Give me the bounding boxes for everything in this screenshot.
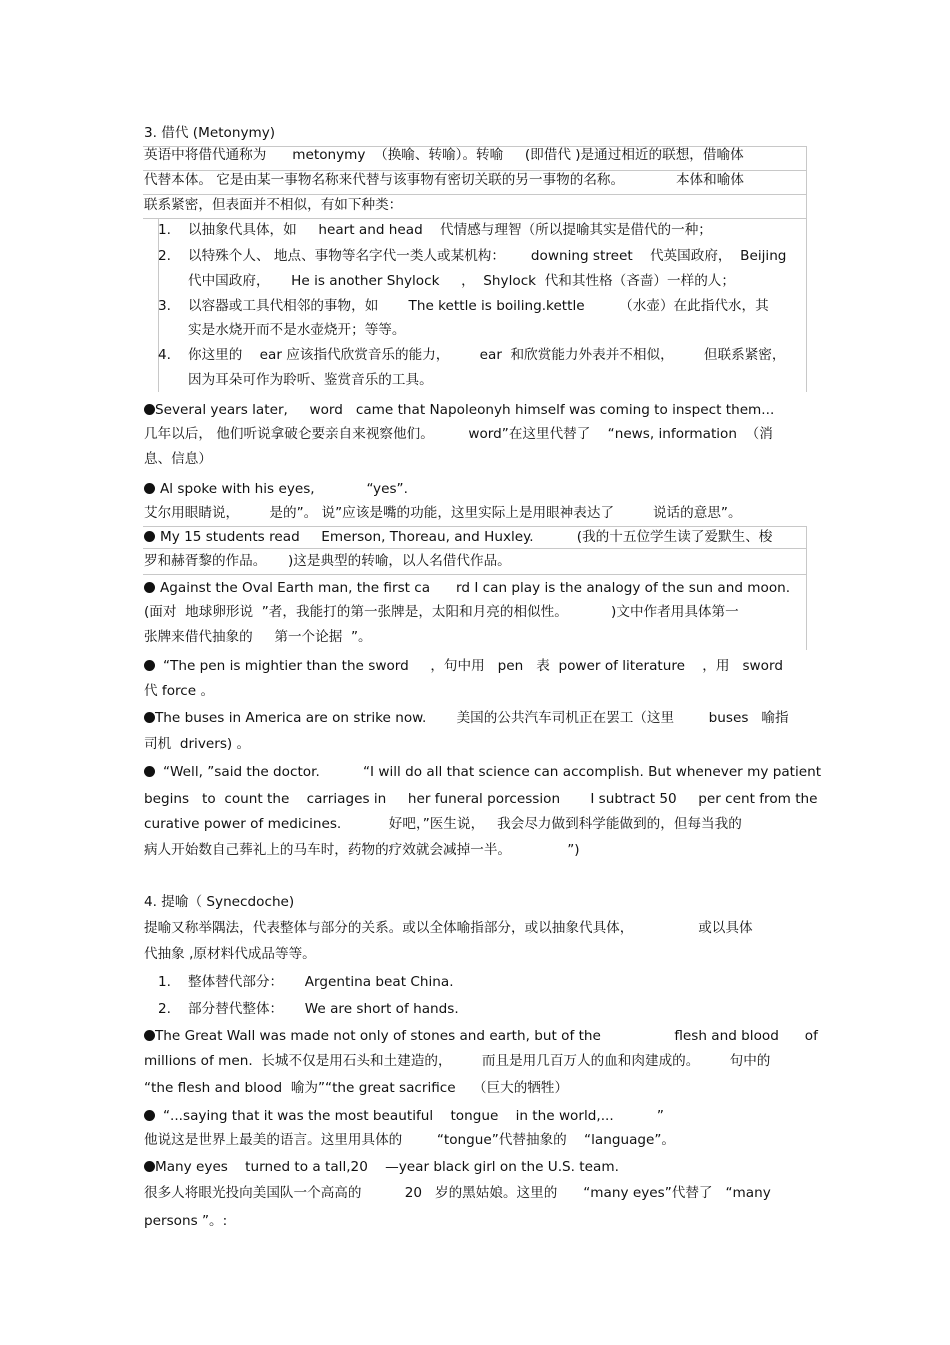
bullet-icon <box>144 531 155 542</box>
example-line: 张牌来借代抽象的 第一个论据 ”。 <box>144 629 372 645</box>
example-line: Al spoke with his eyes, “yes”. <box>160 481 408 497</box>
rule <box>806 146 807 392</box>
example-line: 病人开始数自己葬礼上的马车时，药物的疗效就会减掉一半。 ”) <box>144 842 580 858</box>
example-line: The Great Wall was made not only of stones and earth, but of the flesh and blood of <box>155 1028 818 1044</box>
example-line: Many eyes turned to a tall,20 —year black girl on the U.S. team. <box>155 1159 619 1175</box>
rule <box>143 194 807 195</box>
example-line: “the flesh and blood 喻为”“the great sacrifice （巨大的牺牲） <box>144 1080 569 1096</box>
list-item-text: 以特殊个人、 地点、事物等名字代一类人或某机构： downing street 代英国政府， Beijing <box>188 248 787 264</box>
example-line: “...saying that it was the most beautiful tongue in the world,... ” <box>163 1108 664 1124</box>
bullet-icon <box>144 1161 155 1172</box>
bullet-icon <box>144 582 155 593</box>
rule <box>143 218 807 219</box>
bullet-icon <box>144 483 155 494</box>
example-line: 很多人将眼光投向美国队一个高高的 20 岁的黑姑娘。这里的 “many eyes”代替了 “many <box>144 1185 771 1201</box>
bullet-icon <box>144 1110 155 1121</box>
rule <box>806 526 807 650</box>
example-line: (面对 地球卵形说 ”者，我能打的第一张牌是，太阳和月亮的相似性。 )文中作者用具体第一 <box>144 604 739 620</box>
list-number: 1. <box>158 974 171 990</box>
list-item-text: 代中国政府， He is another Shylock ， Shylock 代和其性格（吝啬）一样的人； <box>188 273 735 289</box>
bullet-icon <box>144 712 155 723</box>
example-line: Several years later, word came that Napoleonyh himself was coming to inspect them... <box>155 402 775 418</box>
rule <box>143 574 807 575</box>
list-item-text: 你这里的 ear 应该指代欣赏音乐的能力， ear 和欣赏能力外表并不相似， 但联系紧密， <box>188 347 786 363</box>
example-line: Against the Oval Earth man, the first ca rd I can play is the analogy of the sun and moon. <box>160 580 791 596</box>
section-heading: 4. 提喻（ Synecdoche) <box>144 894 295 910</box>
list-item-text: 因为耳朵可作为聆听、鉴赏音乐的工具。 <box>188 372 433 388</box>
paragraph-line: 提喻又称举隅法，代表整体与部分的关系。或以全体喻指部分，或以抽象代具体， 或以具体 <box>144 920 753 936</box>
list-number: 2. <box>158 248 171 264</box>
list-number: 4. <box>158 347 171 363</box>
bullet-icon <box>144 660 155 671</box>
example-line: The buses in America are on strike now. 美国的公共汽车司机正在罢工（这里 buses 喻指 <box>155 710 789 726</box>
list-item-text: 以容器或工具代相邻的事物，如 The kettle is boiling.kettle （水壶）在此指代水，其 <box>188 298 769 314</box>
paragraph-line: 代抽象 ,原材料代成品等等。 <box>144 946 316 962</box>
paragraph-line: 联系紧密，但表面并不相似，有如下种类： <box>144 197 403 213</box>
paragraph-line: 英语中将借代通称为 metonymy （换喻、转喻）。转喻 (即借代 )是通过相近的联想，借喻体 <box>144 147 744 163</box>
list-number: 2. <box>158 1001 171 1017</box>
paragraph-line: 代替本体。 它是由某一事物名称来代替与该事物有密切关联的另一事物的名称。 本体和喻体 <box>144 172 744 188</box>
example-line: 司机 drivers) 。 <box>144 736 251 752</box>
list-item-text: 以抽象代具体，如 heart and head 代情感与理智（所以提喻其实是借代的一种； <box>188 222 712 238</box>
example-line: “Well, ”said the doctor. “I will do all that science can accomplish. But whenever my patient <box>163 764 822 780</box>
example-line: 罗和赫胥黎的作品。 )这是典型的转喻，以人名借代作品。 <box>144 553 511 569</box>
list-item-text: 整体替代部分： Argentina beat China. <box>188 974 454 990</box>
rule <box>143 548 807 549</box>
example-line: 息、信息） <box>144 451 212 467</box>
example-line: begins to count the carriages in her funeral porcession I subtract 50 per cent from the <box>144 791 818 807</box>
example-line: 几年以后， 他们听说拿破仑要亲自来视察他们。 word”在这里代替了 “news, information （消 <box>144 426 773 442</box>
list-number: 1. <box>158 222 171 238</box>
example-line: “The pen is mightier than the sword ，句中用 pen 表 power of literature ，用 sword <box>163 658 783 674</box>
bullet-icon <box>144 766 155 777</box>
example-line: curative power of medicines. 好吧，”医生说， 我会尽力做到科学能做到的，但每当我的 <box>144 816 742 832</box>
example-line: millions of men. 长城不仅是用石头和土建造的， 而且是用几百万人的血和肉建成的。 句中的 <box>144 1053 771 1069</box>
bullet-icon <box>144 404 155 415</box>
example-line: persons ”。: <box>144 1213 228 1229</box>
example-line: My 15 students read Emerson, Thoreau, and Huxley. (我的十五位学生读了爱默生、梭 <box>160 529 773 545</box>
section-heading: 3. 借代 (Metonymy) <box>144 125 276 141</box>
example-line: 艾尔用眼睛说， 是的”。 说”应该是嘴的功能，这里实际上是用眼神表达了 说话的意思”。 <box>144 505 742 521</box>
list-number: 3. <box>158 298 171 314</box>
example-line: 他说这是世界上最美的语言。这里用具体的 “tongue”代替抽象的 “language”。 <box>144 1132 676 1148</box>
bullet-icon <box>144 1030 155 1041</box>
list-item-text: 部分替代整体： We are short of hands. <box>188 1001 459 1017</box>
list-item-text: 实是水烧开而不是水壶烧开；等等。 <box>188 322 406 338</box>
example-line: 代 force 。 <box>144 683 215 699</box>
rule <box>143 526 807 527</box>
